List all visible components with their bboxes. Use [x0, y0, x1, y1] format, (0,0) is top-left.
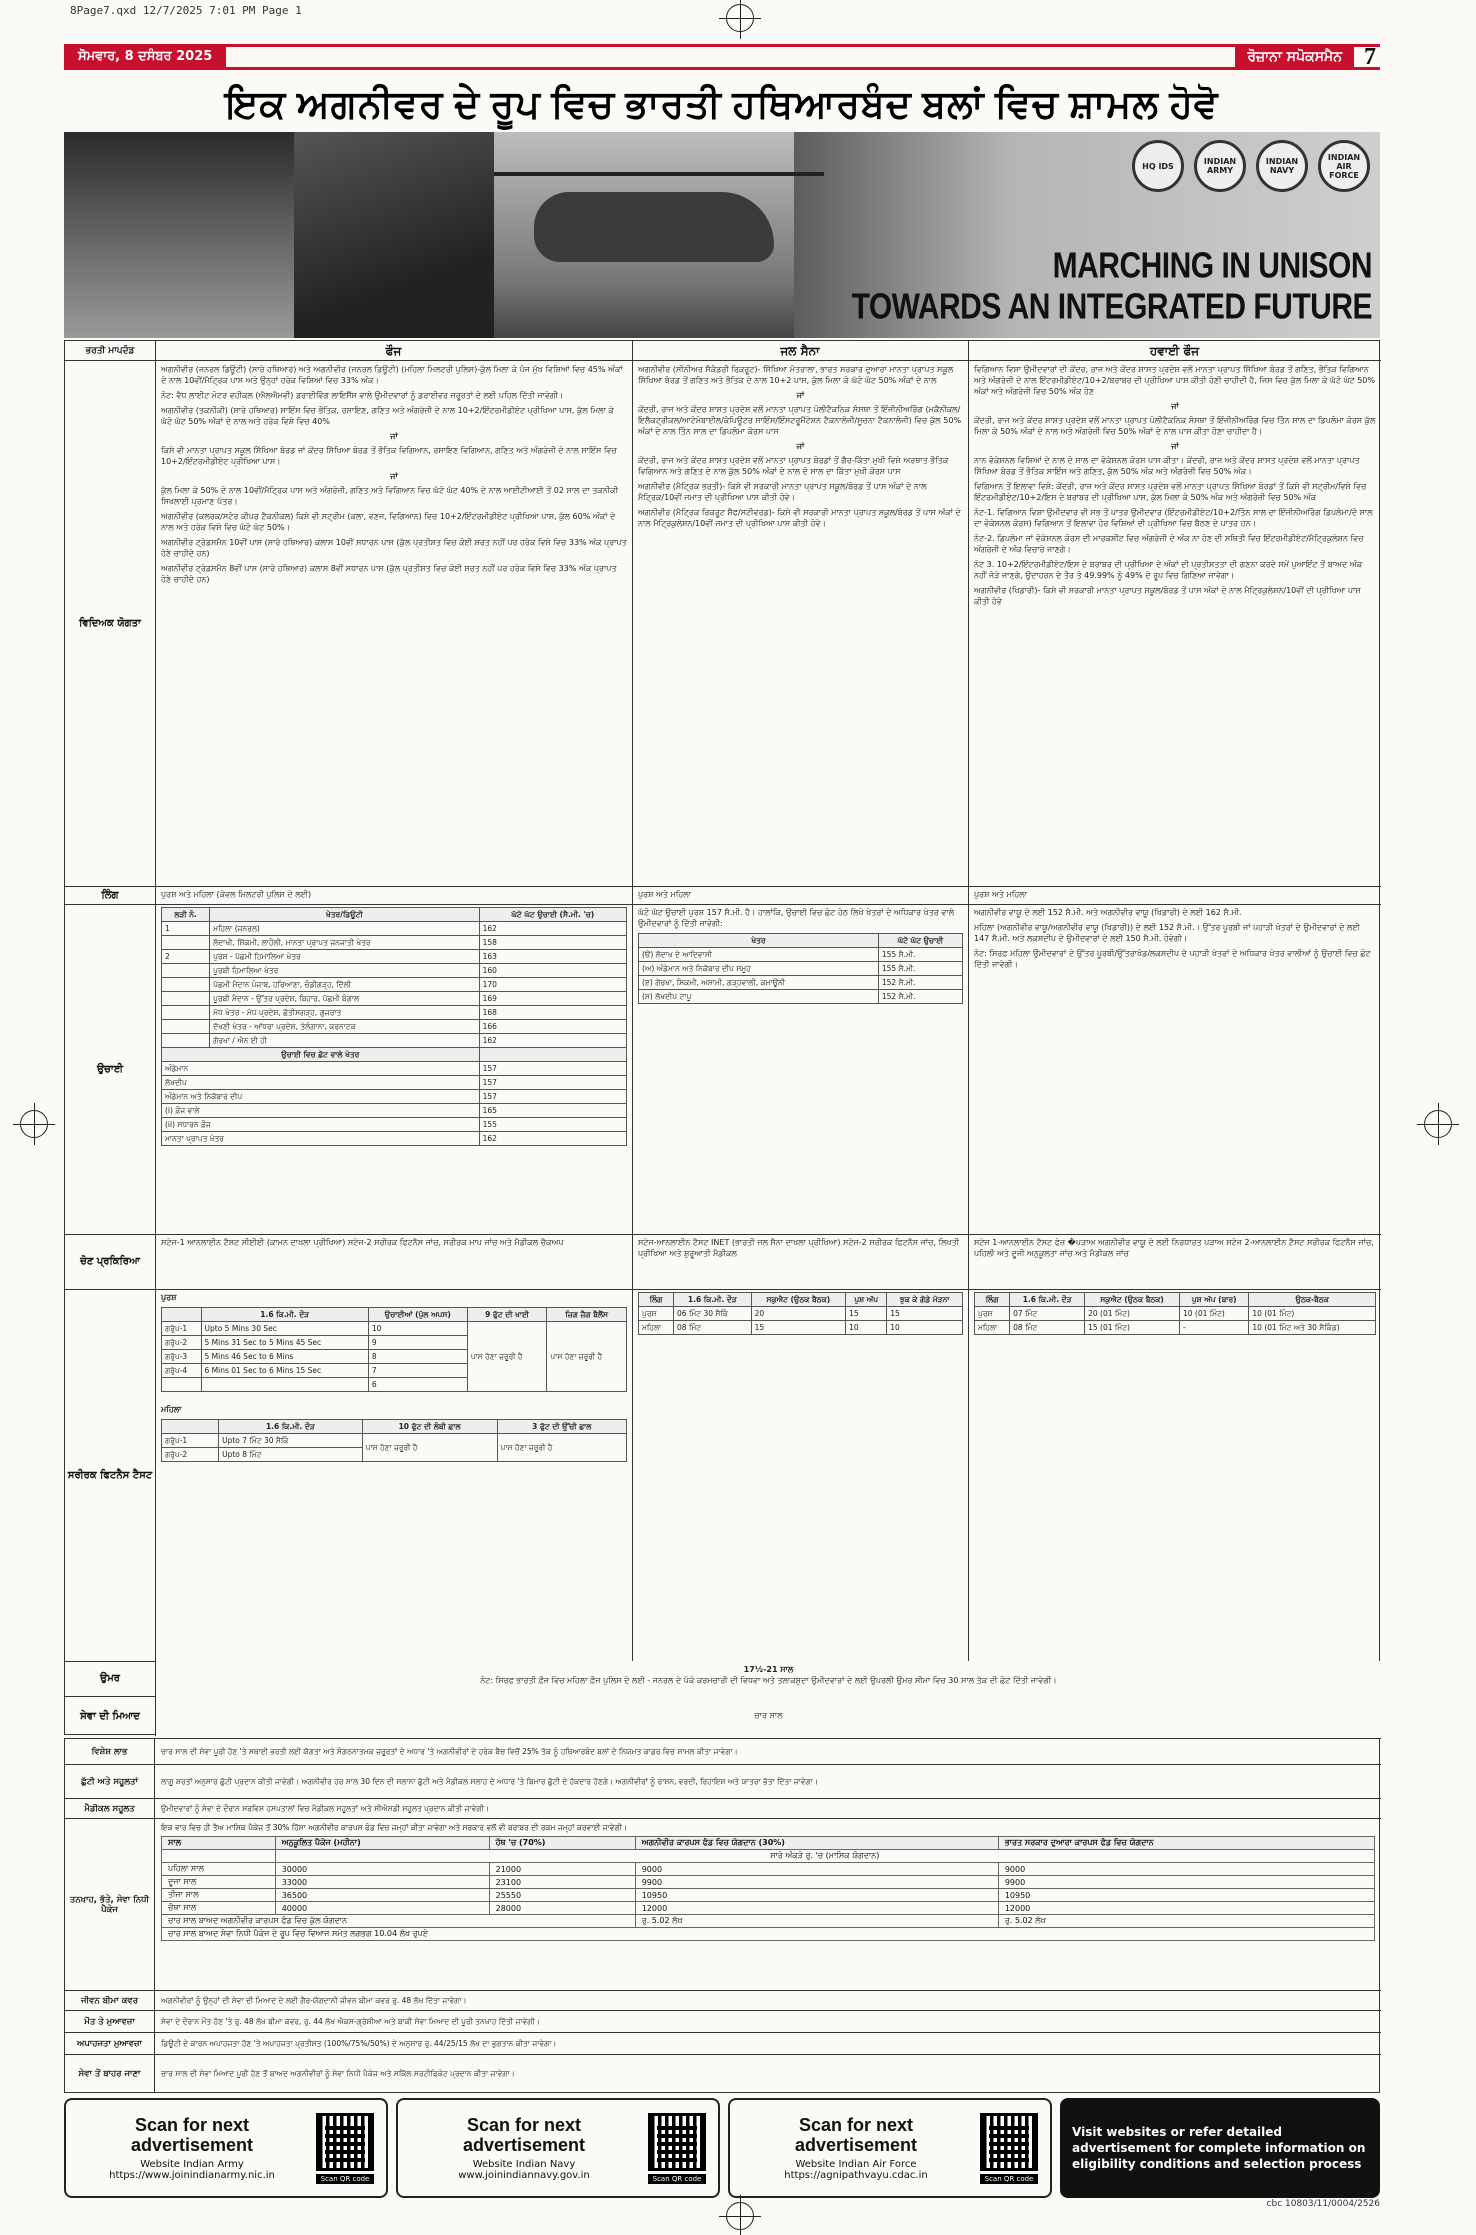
- army-height: [156, 904, 632, 1234]
- navy-qr-code-icon[interactable]: [648, 2113, 706, 2171]
- navy-qr-box[interactable]: Scan for next advertisement Website Indian Navy www.joinindiannavy.gov.in Scan QR code: [396, 2098, 720, 2198]
- helicopter-icon: [534, 192, 774, 262]
- navy-pft-table: ਲਿੰਗ 1.6 ਕਿ.ਮੀ. ਦੌੜ ਸਕੁਐਟ (ਉਠਕ ਬੈਠਕ) ਪੁਸ਼ ਅੱਪ ਝੁਕ ਕੇ ਗੋਡੇ ਮੋੜਨਾ ਪੁਰਸ਼ 06 ਮਿੰਟ 30 ਸੈਕਿੰ 20 15 15 ਮਹਿਲਾ 08 ਮਿੰਟ 15 10 10: [638, 1292, 963, 1335]
- registration-mark-icon: [20, 1110, 48, 1138]
- pay-table: ਸਾਲ ਅਨੁਕੂਲਿਤ ਪੈਕੇਜ (ਮਹੀਨਾ) ਹੱਥ 'ਚ (70%) ਅਗਨੀਵੀਰ ਕਾਰਪਸ ਫੰਡ ਵਿਚ ਯੋਗਦਾਨ (30%) ਭਾਰਤ ਸਰਕਾਰ ਦੁਆਰਾ ਕਾਰਪਸ ਫੰਡ ਵਿਚ ਯੋਗਦਾਨ ਸਾਰੇ ਅੰਕੜੇ ਰੁ. 'ਚ (ਮਾਸਿਕ ਯੋਗਦਾਨ) ਪਹਿਲਾ ਸਾਲ 30000 21000 9000 9000 ਦੂਜਾ ਸਾਲ 33000 23100 9900 9900 ਤੀਜਾ ਸਾਲ 36500 25550 10950 10950 ਚੌਥਾ ਸਾਲ 40000 28000 12000 12000 ਚਾਰ ਸਾਲ ਬਾਅਦ ਅਗਨੀਵੀਰ ਕਾਰਪਸ ਫੰਡ ਵਿਚ ਕੁੱਲ ਯੋਗਦਾਨ ਰੁ. 5.02 ਲੱਖ ਰੁ. 5.02 ਲੱਖ ਚਾਰ ਸਾਲ ਬਾਅਦ ਸੇਵਾ ਨਿਧੀ ਪੈਕੇਜ ਦੇ ਰੂਪ ਵਿਚ ਵਿਆਜ ਸਮੇਤ ਲਗਭਗ 10.04 ਲੱਖ ਰੁਪਏ: [161, 1836, 1375, 1941]
- age-value: 17½-21 ਸਾਲ ਨੋਟ: ਸਿਰਫ਼ ਭਾਰਤੀ ਫ਼ੌਜ ਵਿਚ ਮਹਿਲਾ ਫ਼ੌਜ ਪੁਲਿਸ ਦੇ ਲਈ - ਜਨਰਲ ਦੇ ਪੱਕੇ ਕਰਮਚਾਰੀ ਦੀ ਵਿਧਵਾ ਅਤੇ ਤਲਾਕਸ਼ੁਦਾ ਉਮੀਦਵਾਰਾਂ ਦੇ ਲਈ ਉਪਰਲੀ ਉਮਰ ਸੀਮਾ ਵਿਚ 30 ਸਾਲ ਤੱਕ ਦੀ ਛੋਟ ਦਿੱਤੀ ਜਾਵੇਗੀ।: [156, 1661, 1381, 1696]
- table-row: ਚੌਥਾ ਸਾਲ 40000 28000 12000 12000: [162, 1902, 1375, 1915]
- benefits-section: [64, 1738, 1380, 2093]
- hero-banner: [64, 132, 1380, 338]
- registration-mark-icon: [1424, 1110, 1452, 1138]
- pay-label: ਤਨਖਾਹ, ਭੱਤੇ, ਸੇਵਾ ਨਿਧੀ ਪੈਕੇਜ: [65, 1819, 155, 1990]
- physical-label: ਸਰੀਰਕ ਫਿਟਨੈਸ ਟੈਸਟ: [67, 1469, 153, 1481]
- airforce-height: ਅਗਨੀਵੀਰ ਵਾਯੂ ਦੇ ਲਈ 152 ਸੈ.ਮੀ. ਅਤੇ ਅਗਨੀਵੀਰ ਵਾਯੂ (ਖਿਡਾਰੀ) ਦੇ ਲਈ 162 ਸੈ.ਮੀ. ਮਹਿਲਾ (ਅਗਨੀਵੀਰ ਵਾਯੂ/ਅਗਨੀਵੀਰ ਵਾਯੂ (ਖਿਡਾਰੀ)) ਦੇ ਲਈ 152 ਸੈ.ਮੀ.। ਉੱਤਰ ਪੂਰਬੀ ਜਾਂ ਪਹਾੜੀ ਖੇਤਰਾਂ ਦੇ ਉਮੀਦਵਾਰਾਂ ਦੇ ਲਈ 147 ਸੈ.ਮੀ. ਅਤੇ ਲਕਸ਼ਦੀਪ ਦੇ ਉਮੀਦਵਾਰਾਂ ਦੇ ਲਈ 150 ਸੈ.ਮੀ. ਹੋਵੇਗੀ। ਨੋਟ: ਸਿਰਫ਼ ਮਹਿਲਾ ਉਮੀਦਵਾਰਾਂ ਦੇ ਉੱਤਰ ਪੂਰਬੀ/ਉੱਤਰਾਖੰਡ/ਲਕਸ਼ਦੀਪ ਦੇ ਪਹਾੜੀ ਖੇਤਰਾਂ ਦੇ ਅਧਿਕਾਰ ਖੇਤਰ ਵਾਲੀਆਂ ਨੂੰ ਉਚਾਈ ਵਿਚ ਛੋਟ ਦਿੱਤੀ ਜਾਵੇਗੀ।: [974, 908, 1371, 969]
- navy-column-header: ਜਲ ਸੈਨਾ: [632, 341, 968, 361]
- tagline: MARCHING IN UNISON TOWARDS AN INTEGRATED FUTURE: [851, 246, 1372, 327]
- airforce-url-link[interactable]: https://agnipathvayu.cdac.in: [784, 2170, 928, 2181]
- airforce-selection: ਸਟੇਜ 1-ਆਨਲਾਈਨ ਟੈਸਟ ਫੇਜ਼ �ਪੜਾਅ ਅਗਨੀਵੀਰ ਵਾਯੂ ਦੇ ਲਈ ਨਿਰਧਾਰਤ ਪੜਾਅ ਸਟੇਜ 2-ਆਨਲਾਈਨ ਟੈਸਟ ਸਰੀਰਕ ਫਿਟਨੈਸ ਜਾਂਚ, ਪਹਿਲੀ ਅਤੇ ਦੂਜੀ ਅਨੁਕੂਲਤਾ ਜਾਂਚ ਅਤੇ ਮੈਡੀਕਲ ਜਾਂਚ: [974, 1238, 1374, 1258]
- death-text: ਸੇਵਾ ਦੇ ਦੌਰਾਨ ਮੌਤ ਹੋਣ 'ਤੇ ਰੁ. 48 ਲੱਖ ਬੀਮਾ ਕਵਰ, ਰੁ. 44 ਲੱਖ ਐਕਸ-ਗ੍ਰੇਸ਼ੀਆ ਅਤੇ ਬਾਕੀ ਸੇਵਾ ਮਿਆਦ ਦੀ ਪੂਰੀ ਤਨਖਾਹ ਦਿੱਤੀ ਜਾਵੇਗੀ।: [161, 2016, 540, 2026]
- airforce-physical: [969, 1289, 1381, 1661]
- airforce-qr-box[interactable]: Scan for next advertisement Website Indian Air Force https://agnipathvayu.cdac.in Scan QR code: [728, 2098, 1052, 2198]
- newspaper-name: ਰੋਜ਼ਾਨਾ ਸਪੋਕਸਮੈਨ: [1235, 47, 1354, 67]
- registration-mark-icon: [726, 4, 754, 32]
- army-qr-box[interactable]: Scan for next advertisement Website Indian Army https://www.joinindianarmy.nic.in Scan QR code: [64, 2098, 388, 2198]
- masthead: [64, 44, 1380, 70]
- navy-gender: ਪੁਰਸ਼ ਅਤੇ ਮਹਿਲਾ: [638, 890, 691, 899]
- navy-physical: [633, 1289, 968, 1661]
- table-row: ਤੀਜਾ ਸਾਲ 36500 25550 10950 10950: [162, 1889, 1375, 1902]
- leave-text: ਲਾਗੂ ਸ਼ਰਤਾਂ ਅਨੁਸਾਰ ਛੁੱਟੀ ਪ੍ਰਦਾਨ ਕੀਤੀ ਜਾਵੇਗੀ। ਅਗਨੀਵੀਰ ਹਰ ਸਾਲ 30 ਦਿਨ ਦੀ ਸਲਾਨਾ ਛੁੱਟੀ ਅਤੇ ਮੈਡੀਕਲ ਸਲਾਹ ਦੇ ਅਧਾਰ 'ਤੇ ਬਿਮਾਰ ਛੁੱਟੀ ਦੇ ਹੱਕਦਾਰ ਹੋਣਗੇ। ਅਗਨੀਵੀਰਾਂ ਨੂੰ ਰਾਸ਼ਨ, ਵਰਦੀ, ਰਿਹਾਇਸ਼ ਅਤੇ ਯਾਤਰਾ ਭੱਤਾ ਦਿੱਤਾ ਜਾਵੇਗਾ।: [161, 1776, 818, 1786]
- issue-date: ਸੋਮਵਾਰ, 8 ਦਸੰਬਰ 2025: [64, 47, 226, 67]
- service-label: ਸੇਵਾ ਦੀ ਮਿਆਦ: [80, 1710, 140, 1722]
- army-gender: ਪੁਰਸ਼ ਅਤੇ ਮਹਿਲਾ (ਕੇਵਲ ਮਿਲਟਰੀ ਪੁਲਿਸ ਦੇ ਲਈ): [161, 890, 312, 899]
- army-column-header: ਫੌਜ: [155, 341, 632, 361]
- army-pft-table: 1.6 ਕਿ.ਮੀ. ਦੌੜ ਉਚਾਈਆਂ (ਪੁੱਲ ਅਪਸ) 9 ਫੁੱਟ ਦੀ ਖਾਈ ਜ਼ਿਗ ਜ਼ੈਗ ਬੈਲੈਂਸ ਗਰੁੱਪ-1 Upto 5 Mins 30 Sec 10 ਪਾਸ ਹੋਣਾ ਜ਼ਰੂਰੀ ਹੈ ਪਾਸ ਹੋਣਾ ਜ਼ਰੂਰੀ ਹੈ ਗਰੁੱਪ-2 5 Mins 31 Sec to 5 Mins 45 Sec 9 ਗਰੁੱਪ-3 5 Mins 46 Sec to 6 Mins 8 ਗਰੁੱਪ-4 6 Mins 01 Sec to 6 Mins 15 Sec 7 6: [161, 1307, 627, 1392]
- disability-text: ਡਿਊਟੀ ਦੇ ਕਾਰਨ ਅਪਾਹਜਤਾ ਹੋਣ 'ਤੇ ਅਪਾਹਜਤਾ ਪ੍ਰਤੀਸ਼ਤ (100%/75%/50%) ਦੇ ਅਨੁਸਾਰ ਰੁ. 44/25/15 ਲੱਖ ਦਾ ਭੁਗਤਾਨ ਕੀਤਾ ਜਾਵੇਗਾ।: [161, 2038, 557, 2048]
- navy-height: ਘੱਟੋ ਘੱਟ ਉਚਾਈ ਪੁਰਸ਼ 157 ਸੈ.ਮੀ. ਹੈ। ਹਾਲਾਂਕਿ, ਉਚਾਈ ਵਿਚ ਛੋਟ ਹੇਠ ਲਿਖੇ ਖੇਤਰਾਂ ਦੇ ਅਧਿਕਾਰ ਖੇਤਰ ਵਾਲੇ ਉਮੀਦਵਾਰਾਂ ਨੂੰ ਦਿੱਤੀ ਜਾਵੇਗੀ: ਖੇਤਰ ਘੱਟੋ ਘੱਟ ਉਚਾਈ (ੳ) ਲੱਦਾਖ ਦੇ ਆਦਿਵਾਸੀ 155 ਸੈ.ਮੀ. (ਅ) ਅੰਡੇਮਾਨ ਅਤੇ ਨਿਕੋਬਾਰ ਦੀਪ ਸਮੂਹ 155 ਸੈ.ਮੀ. (ੲ) ਗੋਰਖਾ, ਸਿਕਮੀ, ਅਸਾਮੀ, ਗੜ੍ਹਵਾਲੀ, ਕਮਾਊਨੀ 152 ਸੈ.ਮੀ. (ਸ) ਲੱਖਦੀਪ ਟਾਪੂ 152 ਸੈ.ਮੀ.: [633, 904, 968, 1234]
- army-education: ਅਗਨੀਵੀਰ (ਜਨਰਲ ਡਿਊਟੀ) (ਸਾਰੇ ਹਥਿਆਰ) ਅਤੇ ਅਗਨੀਵੀਰ (ਜਨਰਲ ਡਿਊਟੀ) (ਮਹਿਲਾ ਮਿਲਟਰੀ ਪੁਲਿਸ)-ਕੁੱਲ ਮਿਲਾ ਕੇ ਪੰਜ ਮੁੱਖ ਵਿਸ਼ਿਆਂ ਵਿਚ 45% ਅੰਕਾਂ ਦੇ ਨਾਲ 10ਵੀਂ/ਮੈਟ੍ਰਿਕ ਪਾਸ ਅਤੇ ਉਨ੍ਹਾਂ ਹਰੇਕ ਵਿਸ਼ਿਆਂ ਵਿਚ 33% ਅੰਕ। ਨੋਟ: ਵੈਧ ਲਾਈਟ ਮੋਟਰ ਵਹੀਕਲ (ਐਲਐਮਵੀ) ਡਰਾਈਵਿੰਗ ਲਾਇਸੈਂਸ ਵਾਲੇ ਉਮੀਦਵਾਰਾਂ ਨੂੰ ਡਰਾਈਵਰ ਜ਼ਰੂਰਤਾਂ ਦੇ ਲਈ ਪਹਿਲ ਦਿੱਤੀ ਜਾਵੇਗੀ। ਅਗਨੀਵੀਰ (ਤਕਨੀਕੀ) (ਸਾਰੇ ਹਥਿਆਰ) ਸਾਇੰਸ ਵਿਚ ਭੌਤਿਕ, ਰਸਾਇਣ, ਗਣਿਤ ਅਤੇ ਅੰਗਰੇਜ਼ੀ ਦੇ ਨਾਲ 10+2/ਇੰਟਰਮੀਡੀਏਟ ਪ੍ਰੀਖਿਆ ਪਾਸ, ਕੁੱਲ ਮਿਲਾ ਕੇ ਘੱਟੋ ਘੱਟ 50% ਅੰਕਾਂ ਦੇ ਨਾਲ ਅਤੇ ਹਰੇਕ ਵਿਸ਼ੇ ਵਿਚ 40% ਜਾਂ ਕਿਸੇ ਵੀ ਮਾਨਤਾ ਪ੍ਰਾਪਤ ਸਕੂਲ ਸਿੱਖਿਆ ਬੋਰਡ ਜਾਂ ਕੇਂਦਰ ਸਿੱਖਿਆ ਬੋਰਡ ਤੋਂ ਭੌਤਿਕ ਵਿਗਿਆਨ, ਰਸਾਇਣ ਵਿਗਿਆਨ, ਗਣਿਤ ਅਤੇ ਅੰਗਰੇਜ਼ੀ ਦੇ ਨਾਲ ਸਾਇੰਸ ਵਿਚ 10+2/ਇੰਟਰਮੀਡੀਏਟ ਪ੍ਰੀਖਿਆ ਪਾਸ। ਜਾਂ ਕੁੱਲ ਮਿਲਾ ਕੇ 50% ਦੇ ਨਾਲ 10ਵੀਂ/ਮੈਟ੍ਰਿਕ ਪਾਸ ਅਤੇ ਅੰਗਰੇਜ਼ੀ, ਗਣਿਤ ਅਤੇ ਵਿਗਿਆਨ ਵਿਚ ਘੱਟੋ ਘੱਟ 40% ਦੇ ਨਾਲ ਆਈਟੀਆਈ ਤੋਂ 02 ਸਾਲ ਦਾ ਤਕਨੀਕੀ ਸਿਖਲਾਈ ਪ੍ਰਮਾਣ ਪੱਤਰ। ਅਗਨੀਵੀਰ (ਕਲਰਕ/ਸਟੋਰ ਕੀਪਰ ਟੈਕਨੀਕਲ) ਕਿਸੇ ਵੀ ਸਟ੍ਰੀਮ (ਕਲਾ, ਵਣਜ, ਵਿਗਿਆਨ) ਵਿਚ 10+2/ਇੰਟਰਮੀਡੀਏਟ ਪ੍ਰੀਖਿਆ ਪਾਸ, ਕੁੱਲ 60% ਅੰਕਾਂ ਦੇ ਨਾਲ ਅਤੇ ਹਰੇਕ ਵਿਸ਼ੇ ਵਿਚ ਘੱਟੋ ਘੱਟ 50%। ਅਗਨੀਵੀਰ ਟ੍ਰੇਡਸਮੈਨ 10ਵੀਂ ਪਾਸ (ਸਾਰੇ ਹਥਿਆਰ) ਕਲਾਸ 10ਵੀਂ ਸਧਾਰਨ ਪਾਸ (ਕੁੱਲ ਪ੍ਰਤੀਸ਼ਤ ਵਿਚ ਕੋਈ ਸ਼ਰਤ ਨਹੀਂ ਪਰ ਹਰੇਕ ਵਿਸ਼ੇ ਵਿਚ 33% ਅੰਕ ਪ੍ਰਾਪਤ ਹੋਣੇ ਚਾਹੀਦੇ ਹਨ) ਅਗਨੀਵੀਰ ਟ੍ਰੇਡਸਮੈਨ 8ਵੀਂ ਪਾਸ (ਸਾਰੇ ਹਥਿਆਰ) ਕਲਾਸ 8ਵੀਂ ਸਧਾਰਨ ਪਾਸ (ਕੁੱਲ ਪ੍ਰਤੀਸ਼ਤ ਵਿਚ ਕੋਈ ਸ਼ਰਤ ਨਹੀਂ ਪਰ ਹਰੇਕ ਵਿਸ਼ੇ ਵਿਚ 33% ਅੰਕ ਪ੍ਰਾਪਤ ਹੋਣੇ ਚਾਹੀਦੇ ਹਨ): [161, 365, 627, 584]
- benefits-label: ਵਿਸ਼ੇਸ਼ ਲਾਭ: [65, 1739, 155, 1764]
- disability-label: ਅਪਾਹਜਤਾ ਮੁਆਵਜ਼ਾ: [65, 2033, 155, 2054]
- navy-selection: ਸਟੇਜ-ਆਨਲਾਈਨ ਟੈਸਟ INET (ਭਾਰਤੀ ਜਲ ਸੈਨਾ ਦਾਖਲਾ ਪ੍ਰੀਖਿਆ) ਸਟੇਜ-2 ਸਰੀਰਕ ਫਿਟਨੈਸ ਜਾਂਚ, ਲਿਖਤੀ ਪ੍ਰੀਖਿਆ ਅਤੇ ਸ਼ੁਰੂਆਤੀ ਮੈਡੀਕਲ: [638, 1238, 960, 1258]
- page-number: 7: [1364, 43, 1376, 70]
- hq-ids-emblem-icon: HQ IDS: [1132, 140, 1184, 192]
- service-value: ਚਾਰ ਸਾਲ: [156, 1696, 1381, 1736]
- army-selection: ਸਟੇਜ-1 ਆਨਲਾਈਨ ਟੈਸਟ ਸੀਈਈ (ਕਾਮਨ ਦਾਖਲਾ ਪ੍ਰੀਖਿਆ) ਸਟੇਜ-2 ਸਰੀਰਕ ਫਿਟਨੈਸ ਜਾਂਚ, ਸਰੀਰਕ ਮਾਪ ਜਾਂਚ ਅਤੇ ਮੈਡੀਕਲ ਚੈਕਅਪ: [161, 1238, 564, 1247]
- army-female-pft-table: 1.6 ਕਿ.ਮੀ. ਦੌੜ 10 ਫੁੱਟ ਦੀ ਲੰਬੀ ਛਾਲ 3 ਫੁੱਟ ਦੀ ਉੱਚੀ ਛਾਲ ਗਰੁੱਪ-1 Upto 7 ਮਿੰਟ 30 ਸੈਕਿੰ ਪਾਸ ਹੋਣਾ ਜ਼ਰੂਰੀ ਹੈ ਪਾਸ ਹੋਣਾ ਜ਼ਰੂਰੀ ਹੈ ਗਰੁੱਪ-2 Upto 8 ਮਿੰਟ: [161, 1419, 627, 1462]
- tank-photo: [64, 132, 294, 338]
- leave-label: ਛੁੱਟੀ ਅਤੇ ਸਹੂਲਤਾਂ: [65, 1765, 155, 1798]
- airforce-qr-code-icon[interactable]: [980, 2113, 1038, 2171]
- criteria-table: [64, 340, 1380, 1735]
- soldier-photo: [294, 132, 494, 338]
- table-row: ਦੂਜਾ ਸਾਲ 33000 23100 9900 9900: [162, 1876, 1375, 1889]
- height-label: ਉਚਾਈ: [96, 1063, 124, 1075]
- airforce-column-header: ਹਵਾਈ ਫੌਜ: [968, 341, 1381, 361]
- print-slug: 8Page7.qxd 12/7/2025 7:01 PM Page 1: [70, 4, 302, 17]
- rotor-shape: [494, 172, 824, 176]
- gender-label: ਲਿੰਗ: [101, 889, 119, 901]
- insurance-text: ਅਗਨੀਵੀਰਾਂ ਨੂੰ ਉਨ੍ਹਾਂ ਦੀ ਸੇਵਾ ਦੀ ਮਿਆਦ ਦੇ ਲਈ ਗੈਰ-ਯੋਗਦਾਨੀ ਜੀਵਨ ਬੀਮਾ ਕਵਰ ਰੁ. 48 ਲੱਖ ਦਿੱਤਾ ਜਾਵੇਗਾ।: [161, 1995, 467, 2005]
- navy-url-link[interactable]: www.joinindiannavy.gov.in: [458, 2170, 590, 2181]
- cbc-code: cbc 10803/11/0004/2526: [1266, 2199, 1380, 2209]
- pay-package: ਇਕ ਵਾਰ ਵਿਚ ਹੀ ਤੈਅ ਮਾਸਿਕ ਪੈਕੇਜ ਤੋਂ 30% ਹਿੱਸਾ ਅਗਨੀਵੀਰ ਕਾਰਪਸ ਫੰਡ ਵਿਚ ਜਮ੍ਹਾਂ ਕੀਤਾ ਜਾਵੇਗਾ ਅਤੇ ਸਰਕਾਰ ਵਲੋਂ ਵੀ ਬਰਾਬਰ ਦੀ ਰਕਮ ਜਮ੍ਹਾਂ ਕਰਵਾਈ ਜਾਵੇਗੀ। ਸਾਲ ਅਨੁਕੂਲਿਤ ਪੈਕੇਜ (ਮਹੀਨਾ) ਹੱਥ 'ਚ (70%) ਅਗਨੀਵੀਰ ਕਾਰਪਸ ਫੰਡ ਵਿਚ ਯੋਗਦਾਨ (30%) ਭਾਰਤ ਸਰਕਾਰ ਦੁਆਰਾ ਕਾਰਪਸ ਫੰਡ ਵਿਚ ਯੋਗਦਾਨ ਸਾਰੇ ਅੰਕੜੇ ਰੁ. 'ਚ (ਮਾਸਿਕ ਯੋਗਦਾਨ) ਪਹਿਲਾ ਸਾਲ 30000 21000 9000 9000 ਦੂਜਾ ਸਾਲ 33000 23100 9900 9900 ਤੀਜਾ ਸਾਲ 36500 25550 10950 10950 ਚੌਥਾ ਸਾਲ 40000 28000 12000 12000 ਚਾਰ ਸਾਲ ਬਾਅਦ ਅਗਨੀਵੀਰ ਕਾਰਪਸ ਫੰਡ ਵਿਚ ਕੁੱਲ ਯੋਗਦਾਨ ਰੁ. 5.02 ਲੱਖ ਰੁ. 5.02 ਲੱਖ ਚਾਰ ਸਾਲ ਬਾਅਦ ਸੇਵਾ ਨਿਧੀ ਪੈਕੇਜ ਦੇ ਰੂਪ ਵਿਚ ਵਿਆਜ ਸਮੇਤ ਲਗਭਗ 10.04 ਲੱਖ ਰੁਪਏ: [161, 1823, 1375, 1941]
- selection-label: ਚੋਣ ਪ੍ਰਕਿਰਿਆ: [80, 1256, 140, 1267]
- insurance-label: ਜੀਵਨ ਬੀਮਾ ਕਵਰ: [65, 1991, 155, 2010]
- army-height-table: ਲੜੀ ਨੰ. ਖੇਤਰ/ਡਿਊਟੀ ਘੱਟੋ ਘੱਟ ਉਚਾਈ (ਸੈ.ਮੀ. 'ਚ) 1 ਮਹਿਲਾ (ਜਨਰਲ) 162 ਲੱਦਾਖੀ, ਸਿੱਕਮੀ, ਲਾਹੌਲੀ, ਮਾਨਤਾ ਪ੍ਰਾਪਤ ਜਨਜਾਤੀ ਖੇਤਰ 158 2 ਪੁਰਸ਼ - ਪੱਛਮੀ ਹਿਮਾਲਿਆ ਖੇਤਰ 163 ਪੂਰਬੀ ਹਿਮਾਲਿਆ ਖੇਤਰ 160 ਪੱਛਮੀ ਮੈਦਾਨ ਪੰਜਾਬ, ਹਰਿਆਣਾ, ਚੰਡੀਗੜ੍ਹ, ਦਿੱਲੀ 170 ਪੂਰਬੀ ਮੈਦਾਨ - ਉੱਤਰ ਪ੍ਰਦੇਸ਼, ਬਿਹਾਰ, ਪੱਛਮੀ ਬੰਗਾਲ 169 ਮੱਧ ਖੇਤਰ - ਮੱਧ ਪ੍ਰਦੇਸ਼, ਛੱਤੀਸਗੜ੍ਹ, ਗੁਜਰਾਤ 168 ਦੱਖਣੀ ਖੇਤਰ - ਆਂਧਰਾ ਪ੍ਰਦੇਸ਼, ਤੇਲੰਗਾਨਾ, ਕਰਨਾਟਕ 166 ਗੋਰਖਾ / ਐਨ ਈ ਹੀ 162 ਉਚਾਈ ਵਿਚ ਛੋਟ ਵਾਲੇ ਖੇਤਰ ਅੰਡੇਮਾਨ 157 ਲੱਖਦੀਪ 157 ਅੰਡੇਮਾਨ ਅਤੇ ਨਿਕੋਬਾਰ ਦੀਪ 157 (i) ਫ਼ੌਜ ਵਾਲੇ 165 (ii) ਸਧਾਰਨ ਫ਼ੌਜ 155 ਮਾਨਤਾ ਪ੍ਰਾਪਤ ਖੇਤਰ 162: [161, 907, 627, 1146]
- registration-mark-icon: [726, 2202, 754, 2230]
- airforce-pft-table: ਲਿੰਗ 1.6 ਕਿ.ਮੀ. ਦੌੜ ਸਕੁਐਟ (ਉਠਕ ਬੈਠਕ) ਪੁਸ਼ ਅੱਪ (ਬਾਰ) ਉਠਕ-ਬੈਠਕ ਪੁਰਸ਼ 07 ਮਿੰਟ 20 (01 ਮਿੰਟ) 10 (01 ਮਿੰਟ) 10 (01 ਮਿੰਟ) ਮਹਿਲਾ 08 ਮਿੰਟ 15 (01 ਮਿੰਟ) - 10 (01 ਮਿੰਟ ਅਤੇ 30 ਸੈਕਿੰਡ): [974, 1292, 1376, 1335]
- service-emblems: [1132, 140, 1370, 192]
- airforce-emblem-icon: INDIAN AIR FORCE: [1318, 140, 1370, 192]
- medical-text: ਉਮੀਦਵਾਰਾਂ ਨੂੰ ਸੇਵਾ ਦੇ ਦੌਰਾਨ ਸਰਵਿਸ ਹਸਪਤਾਲਾਂ ਵਿਚ ਮੈਡੀਕਲ ਸਹੂਲਤਾਂ ਅਤੇ ਸੀਐਸਡੀ ਸਹੂਲਤ ਪ੍ਰਦਾਨ ਕੀਤੀ ਜਾਵੇਗੀ।: [161, 1803, 489, 1813]
- visit-websites-note: Visit websites or refer detailed advertisement for complete information on eligibility conditions and selection process: [1060, 2098, 1380, 2198]
- navy-education: ਅਗਨੀਵੀਰ (ਸੀਨੀਅਰ ਸੈਕੰਡਰੀ ਰਿਕਰੂਟ)- ਸਿੱਖਿਆ ਮੰਤਰਾਲਾ, ਭਾਰਤ ਸਰਕਾਰ ਦੁਆਰਾ ਮਾਨਤਾ ਪ੍ਰਾਪਤ ਸਕੂਲ ਸਿੱਖਿਆ ਬੋਰਡ ਤੋਂ ਗਣਿਤ ਅਤੇ ਭੌਤਿਕ ਦੇ ਨਾਲ 10+2 ਪਾਸ, ਕੁੱਲ ਮਿਲਾ ਕੇ ਘੱਟੋ ਘੱਟ 50% ਅੰਕਾਂ ਦੇ ਨਾਲ ਜਾਂ ਕੇਂਦਰੀ, ਰਾਜ ਅਤੇ ਕੇਂਦਰ ਸ਼ਾਸਤ ਪ੍ਰਦੇਸ਼ ਵਲੋਂ ਮਾਨਤਾ ਪ੍ਰਾਪਤ ਪੋਲੀਟੈਕਨਿਕ ਸੰਸਥਾ ਤੋਂ ਇੰਜੀਨੀਅਰਿੰਗ (ਮਕੈਨੀਕਲ/ਇਲੈਕਟ੍ਰੀਕਲ/ਆਟੋਮੋਬਾਈਲ/ਕੰਪਿਊਟਰ ਸਾਇੰਸ/ਇੰਸਟਰੂਮੈਂਟੇਸ਼ਨ ਟੈਕਨਾਲੋਜੀ/ਸੂਚਨਾ ਟੈਕਨਾਲੋਜੀ) ਵਿਚ ਕੁੱਲ 50% ਅੰਕਾਂ ਦੇ ਨਾਲ ਤਿੰਨ ਸਾਲ ਦਾ ਡਿਪਲੋਮਾ ਕੋਰਸ ਪਾਸ ਜਾਂ ਕੇਂਦਰੀ, ਰਾਜ ਅਤੇ ਕੇਂਦਰ ਸ਼ਾਸਤ ਪ੍ਰਦੇਸ਼ ਵਲੋਂ ਮਾਨਤਾ ਪ੍ਰਾਪਤ ਬੋਰਡਾਂ ਤੋਂ ਗੈਰ-ਕਿੱਤਾ ਮੁਖੀ ਵਿਸ਼ੇ ਅਰਥਾਤ ਭੌਤਿਕ ਵਿਗਿਆਨ ਅਤੇ ਗਣਿਤ ਦੇ ਨਾਲ ਕੁੱਲ 50% ਅੰਕਾਂ ਦੇ ਨਾਲ ਦੋ ਸਾਲ ਦਾ ਕਿੱਤਾ ਮੁਖੀ ਕੋਰਸ ਪਾਸ ਅਗਨੀਵੀਰ (ਮੈਟ੍ਰਿਕ ਭਰਤੀ)- ਕਿਸੇ ਵੀ ਸਰਕਾਰੀ ਮਾਨਤਾ ਪ੍ਰਾਪਤ ਸਕੂਲ/ਬੋਰਡ ਤੋਂ ਪਾਸ ਅੰਕਾਂ ਦੇ ਨਾਲ ਮੈਟ੍ਰਿਕ/10ਵੀਂ ਜਮਾਤ ਦੀ ਪ੍ਰੀਖਿਆ ਪਾਸ ਕੀਤੀ ਹੋਵੇ। ਅਗਨੀਵੀਰ (ਮੈਟ੍ਰਿਕ ਰਿਕਰੂਟ ਸ਼ੈਫ/ਸਟੀਵਰਡ)- ਕਿਸੇ ਵੀ ਸਰਕਾਰੀ ਮਾਨਤਾ ਪ੍ਰਾਪਤ ਸਕੂਲ/ਬੋਰਡ ਤੋਂ ਪਾਸ ਅੰਕਾਂ ਦੇ ਨਾਲ ਮੈਟ੍ਰਿਕੁਲੇਸ਼ਨ/10ਵੀਂ ਜਮਾਤ ਦੀ ਪ੍ਰੀਖਿਆ ਪਾਸ ਕੀਤੀ ਹੋਵੇ।: [638, 365, 962, 528]
- exit-label: ਸੇਵਾ ਤੋਂ ਬਾਹਰ ਜਾਣਾ: [65, 2055, 155, 2093]
- age-label: ਉਮਰ: [99, 1673, 120, 1684]
- education-label: ਵਿਦਿਅਕ ਯੋਗਤਾ: [79, 618, 141, 629]
- exit-text: ਚਾਰ ਸਾਲ ਦੀ ਸੇਵਾ ਮਿਆਦ ਪੂਰੀ ਹੋਣ ਤੋਂ ਬਾਅਦ ਅਗਨੀਵੀਰਾਂ ਨੂੰ ਸੇਵਾ ਨਿਧੀ ਪੈਕੇਜ ਅਤੇ ਸਕਿੱਲ ਸਰਟੀਫਿਕੇਟ ਪ੍ਰਦਾਨ ਕੀਤਾ ਜਾਵੇਗਾ।: [161, 2069, 515, 2078]
- footer-qr-bar: [64, 2098, 1380, 2198]
- table-row: ਪਹਿਲਾ ਸਾਲ 30000 21000 9000 9000: [162, 1863, 1375, 1876]
- navy-emblem-icon: INDIAN NAVY: [1256, 140, 1308, 192]
- ad-headline: ਇਕ ਅਗਨੀਵਰ ਦੇ ਰੂਪ ਵਿਚ ਭਾਰਤੀ ਹਥਿਆਰਬੰਦ ਬਲਾਂ ਵਿਚ ਸ਼ਾਮਲ ਹੋਵੋ: [225, 84, 1219, 126]
- army-qr-code-icon[interactable]: [316, 2113, 374, 2171]
- army-physical: ਪੁਰਸ਼ 1.6 ਕਿ.ਮੀ. ਦੌੜ ਉਚਾਈਆਂ (ਪੁੱਲ ਅਪਸ) 9 ਫੁੱਟ ਦੀ ਖਾਈ ਜ਼ਿਗ ਜ਼ੈਗ ਬੈਲੈਂਸ ਗਰੁੱਪ-1 Upto 5 Mins 30 Sec 10 ਪਾਸ ਹੋਣਾ ਜ਼ਰੂਰੀ ਹੈ ਪਾਸ ਹੋਣਾ ਜ਼ਰੂਰੀ ਹੈ ਗਰੁੱਪ-2 5 Mins 31 Sec to 5 Mins 45 Sec 9 ਗਰੁੱਪ-3 5 Mins 46 Sec to 6 Mins 8 ਗਰੁੱਪ-4 6 Mins 01 Sec to 6 Mins 15 Sec 7 6 ਮਹਿਲਾ 1.6 ਕਿ.ਮੀ. ਦੌੜ 10 ਫੁੱਟ ਦੀ ਲੰਬੀ ਛਾਲ 3 ਫੁੱਟ ਦੀ ਉੱਚੀ ਛਾਲ ਗਰੁੱਪ-1 Upto 7 ਮਿੰਟ 30 ਸੈਕਿੰ ਪਾਸ ਹੋਣਾ ਜ਼ਰੂਰੀ ਹੈ ਪਾਸ ਹੋਣਾ ਜ਼ਰੂਰੀ ਹੈ ਗਰੁੱਪ-2 Upto 8 ਮਿੰਟ: [156, 1289, 632, 1661]
- death-label: ਮੌਤ ਤੇ ਮੁਆਵਜ਼ਾ: [65, 2011, 155, 2032]
- army-emblem-icon: INDIAN ARMY: [1194, 140, 1246, 192]
- airforce-gender: ਪੁਰਸ਼ ਅਤੇ ਮਹਿਲਾ: [974, 890, 1027, 899]
- airforce-education: ਵਿਗਿਆਨ ਵਿਸ਼ਾ ਉਮੀਦਵਾਰਾਂ ਦੀ ਕੇਂਦਰ, ਰਾਜ ਅਤੇ ਕੇਂਦਰ ਸ਼ਾਸਤ ਪ੍ਰਦੇਸ਼ ਵਲੋਂ ਮਾਨਤਾ ਪ੍ਰਾਪਤ ਸਿੱਖਿਆ ਬੋਰਡ ਤੋਂ ਗਣਿਤ, ਭੌਤਿਕ ਵਿਗਿਆਨ ਅਤੇ ਅੰਗਰੇਜ਼ੀ ਦੇ ਨਾਲ ਇੰਟਰਮੀਡੀਏਟ/10+2/ਬਰਾਬਰ ਦੀ ਪ੍ਰੀਖਿਆ ਪਾਸ ਕੀਤੀ ਹੋਣੀ ਚਾਹੀਦੀ ਹੈ, ਜਿਸ ਵਿਚ ਕੁੱਲ ਮਿਲਾ ਕੇ ਘੱਟੋ ਘੱਟ 50% ਅੰਕਾਂ ਅਤੇ ਅੰਗਰੇਜ਼ੀ ਵਿਚ 50% ਅੰਕ ਹੋਣ ਜਾਂ ਕੇਂਦਰੀ, ਰਾਜ ਅਤੇ ਕੇਂਦਰ ਸ਼ਾਸਤ ਪ੍ਰਦੇਸ਼ ਵਲੋਂ ਮਾਨਤਾ ਪ੍ਰਾਪਤ ਪੋਲੀਟੈਕਨਿਕ ਸੰਸਥਾ ਤੋਂ ਇੰਜੀਨੀਅਰਿੰਗ ਵਿਚ ਤਿੰਨ ਸਾਲ ਦਾ ਡਿਪਲੋਮਾ ਕੋਰਸ ਕੁੱਲ ਮਿਲਾ ਕੇ 50% ਅੰਕਾਂ ਦੇ ਨਾਲ ਅਤੇ ਅੰਗਰੇਜ਼ੀ ਵਿਚ 50% ਅੰਕਾਂ ਦੇ ਨਾਲ ਪਾਸ ਕੀਤਾ ਹੋਣਾ ਚਾਹੀਦਾ ਹੈ। ਜਾਂ ਨਾਨ ਵੋਕੇਸ਼ਨਲ ਵਿਸ਼ਿਆਂ ਦੇ ਨਾਲ ਦੋ ਸਾਲ ਦਾ ਵੋਕੇਸ਼ਨਲ ਕੋਰਸ ਪਾਸ ਕੀਤਾ। ਕੇਂਦਰੀ, ਰਾਜ ਅਤੇ ਕੇਂਦਰ ਸ਼ਾਸਤ ਪ੍ਰਦੇਸ਼ ਵਲੋਂ ਮਾਨਤਾ ਪ੍ਰਾਪਤ ਸਿੱਖਿਆ ਬੋਰਡ ਤੋਂ ਭੌਤਿਕ ਸਾਇੰਸ ਅਤੇ ਗਣਿਤ, ਕੁੱਲ 50% ਅੰਕ ਅਤੇ ਅੰਗਰੇਜ਼ੀ ਵਿਚ 50% ਅੰਕ। ਵਿਗਿਆਨ ਤੋਂ ਇਲਾਵਾ ਵਿਸ਼ੇ: ਕੇਂਦਰੀ, ਰਾਜ ਅਤੇ ਕੇਂਦਰ ਸ਼ਾਸਤ ਪ੍ਰਦੇਸ਼ ਵਲੋਂ ਮਾਨਤਾ ਪ੍ਰਾਪਤ ਸਿੱਖਿਆ ਬੋਰਡਾਂ ਤੋਂ ਕਿਸੇ ਵੀ ਸਟ੍ਰੀਮ/ਵਿਸ਼ੇ ਵਿਚ ਇੰਟਰਮੀਡੀਏਟ/10+2/ਇਸ ਦੇ ਬਰਾਬਰ ਦੀ ਪ੍ਰੀਖਿਆ ਪਾਸ, ਕੁੱਲ ਮਿਲਾ ਕੇ 50% ਅੰਕ ਅਤੇ ਅੰਗਰੇਜ਼ੀ ਵਿਚ 50% ਅੰਕ ਨੋਟ-1. ਵਿਗਿਆਨ ਵਿਸ਼ਾ ਉਮੀਦਵਾਰ ਵੀ ਸਭ ਤੋਂ ਪਾਤਰ ਉਮੀਦਵਾਰ (ਇੰਟਰਮੀਡੀਏਟ/10+2/ਤਿੰਨ ਸਾਲ ਦਾ ਇੰਜੀਨੀਅਰਿੰਗ ਡਿਪਲੋਮਾ/ਦੋ ਸਾਲ ਦਾ ਵੋਕੇਸ਼ਨਲ ਕੋਰਸ) ਵਿਗਿਆਨ ਤੋਂ ਇਲਾਵਾ ਹੋਰ ਵਿਸ਼ਿਆਂ ਦੀ ਪ੍ਰੀਖਿਆ ਵਿਚ ਬੈਠਣ ਦੇ ਪਾਤਰ ਹਨ। ਨੋਟ-2. ਡਿਪਲੋਮਾ ਜਾਂ ਵੋਕੇਸ਼ਨਲ ਕੋਰਸ ਦੀ ਮਾਰਕਸ਼ੀਟ ਵਿਚ ਅੰਗਰੇਜ਼ੀ ਦੇ ਅੰਕ ਨਾ ਹੋਣ ਦੀ ਸਥਿਤੀ ਵਿਚ ਇੰਟਰਮੀਡੀਏਟ/ਮੈਟ੍ਰਿਕੁਲੇਸ਼ਨ ਵਿਚ ਅੰਗਰੇਜ਼ੀ ਦੇ ਅੰਕ ਵਿਚਾਰੇ ਜਾਣਗੇ। ਨੋਟ 3. 10+2/ਇੰਟਰਮੀਡੀਏਟ/ਇਸ ਦੇ ਬਰਾਬਰ ਦੀ ਪ੍ਰੀਖਿਆ ਦੇ ਅੰਕਾਂ ਦੀ ਪ੍ਰਤੀਸ਼ਤਤਾ ਦੀ ਗਣਨਾ ਕਰਦੇ ਸਮੇਂ ਪੁਆਇੰਟ ਤੋਂ ਬਾਅਦ ਅੰਕ ਨਹੀਂ ਜੋੜੇ ਜਾਣਗੇ, ਉਦਾਹਰਨ ਦੇ ਤੌਰ ਤੇ 49.99% ਨੂੰ 49% ਦੇ ਰੂਪ ਵਿਚ ਗਿਣਿਆ ਜਾਵੇਗਾ। ਅਗਨੀਵੀਰ (ਖਿਡਾਰੀ)- ਕਿਸੇ ਵੀ ਸਰਕਾਰੀ ਮਾਨਤਾ ਪ੍ਰਾਪਤ ਸਕੂਲ/ਬੋਰਡ ਤੋਂ ਪਾਸ ਅੰਕਾਂ ਦੇ ਨਾਲ ਮੈਟ੍ਰਿਕੁਲੇਸ਼ਨ/10ਵੀਂ ਦੀ ਪ੍ਰੀਖਿਆ ਪਾਸ ਕੀਤੀ ਹੋਵੇ: [974, 365, 1376, 606]
- benefits-text: ਚਾਰ ਸਾਲ ਦੀ ਸੇਵਾ ਪੂਰੀ ਹੋਣ 'ਤੇ ਸਥਾਈ ਭਰਤੀ ਲਈ ਯੋਗਤਾ ਅਤੇ ਸੰਗਠਨਾਤਮਕ ਜ਼ਰੂਰਤਾਂ ਦੇ ਅਧਾਰ 'ਤੇ ਅਗਨੀਵੀਰਾਂ ਦੇ ਹਰੇਕ ਬੈਚ ਵਿਚੋਂ 25% ਤੱਕ ਨੂੰ ਹਥਿਆਰਬੰਦ ਬਲਾਂ ਦੇ ਨਿਯਮਤ ਕਾਡਰ ਵਿਚ ਸ਼ਾਮਲ ਕੀਤਾ ਜਾਵੇਗਾ।: [161, 1746, 738, 1756]
- army-url-link[interactable]: https://www.joinindianarmy.nic.in: [109, 2170, 275, 2181]
- navy-height-table: ਖੇਤਰ ਘੱਟੋ ਘੱਟ ਉਚਾਈ (ੳ) ਲੱਦਾਖ ਦੇ ਆਦਿਵਾਸੀ 155 ਸੈ.ਮੀ. (ਅ) ਅੰਡੇਮਾਨ ਅਤੇ ਨਿਕੋਬਾਰ ਦੀਪ ਸਮੂਹ 155 ਸੈ.ਮੀ. (ੲ) ਗੋਰਖਾ, ਸਿਕਮੀ, ਅਸਾਮੀ, ਗੜ੍ਹਵਾਲੀ, ਕਮਾਊਨੀ 152 ਸੈ.ਮੀ. (ਸ) ਲੱਖਦੀਪ ਟਾਪੂ 152 ਸੈ.ਮੀ.: [638, 933, 963, 1004]
- medical-label: ਮੈਡੀਕਲ ਸਹੂਲਤ: [65, 1799, 155, 1818]
- criteria-header: ਭਰਤੀ ਮਾਪਦੰਡ: [65, 341, 155, 361]
